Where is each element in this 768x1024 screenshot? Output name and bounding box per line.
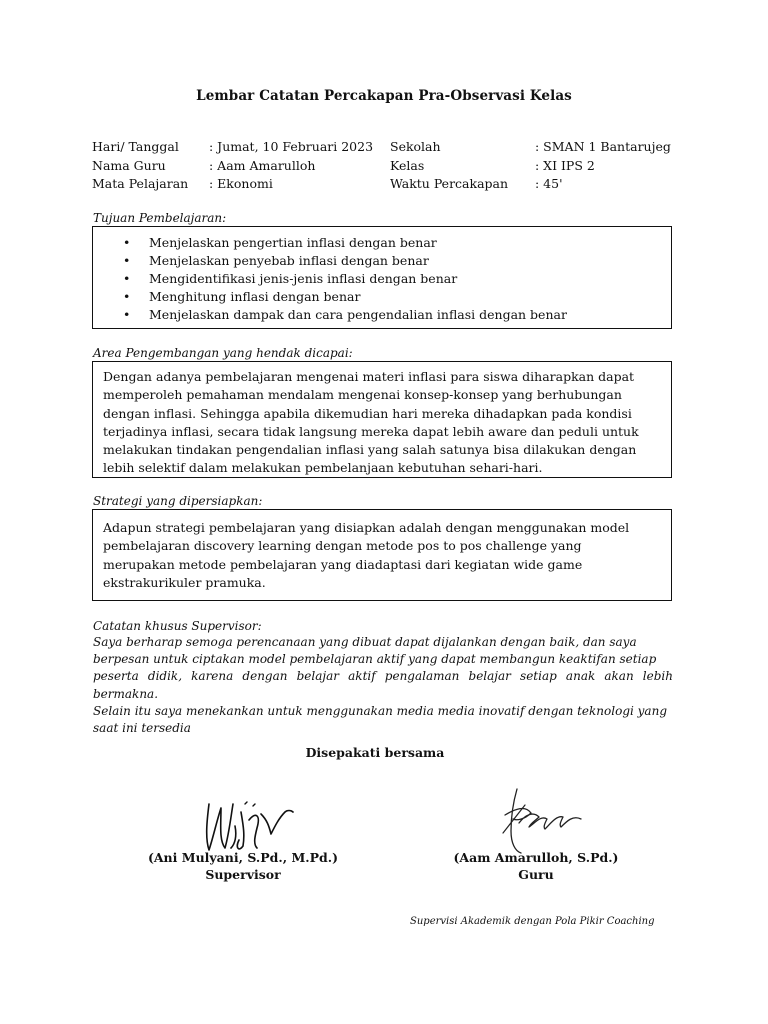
info-value: : Ekonomi — [209, 176, 273, 191]
info-value: : SMAN 1 Bantarujeg — [535, 139, 671, 154]
list-item — [123, 234, 659, 252]
strategi-text: Adapun strategi pembelajaran yang disiapkan adalah dengan menggunakan model pembelajaran discovery learning dengan metode pos to pos challenge yang merupakan metode pembelajaran yang diadaptasi dari kegiatan wide game ekstrakurikuler pramuka. — [103, 520, 630, 590]
supervisor-role: Supervisor — [205, 867, 281, 882]
info-value: : XI IPS 2 — [535, 157, 595, 173]
list-item-text: Menjelaskan pengertian inflasi dengan benar — [149, 235, 437, 250]
list-item — [123, 252, 659, 270]
bullet: • — [123, 235, 131, 250]
strategi-label: Strategi yang dipersiapkan: — [93, 494, 263, 508]
info-label: Hari/ Tanggal — [92, 139, 179, 154]
list-item — [123, 270, 659, 288]
info-row-date — [92, 139, 692, 158]
guru-role: Guru — [518, 867, 554, 882]
bullet: • — [123, 253, 131, 268]
info-label: Sekolah — [390, 139, 441, 154]
list-item-text: Menjelaskan dampak dan cara pengendalian inflasi dengan benar — [149, 307, 567, 322]
bullet: • — [123, 289, 131, 304]
info-grid — [92, 139, 692, 195]
list-item-text: Mengidentifikasi jenis-jenis inflasi dengan benar — [149, 271, 458, 286]
area-box — [92, 361, 672, 478]
info-row-teacher — [92, 158, 692, 177]
info-label: Kelas — [390, 157, 425, 173]
bullet: • — [123, 307, 131, 322]
footer-text: Supervisi Akademik dengan Pola Pikir Coaching — [410, 916, 655, 927]
list-item-text: Menghitung inflasi dengan benar — [149, 289, 361, 304]
strategi-box — [92, 509, 672, 601]
guru-signature-image — [495, 783, 595, 858]
tujuan-label: Tujuan Pembelajaran: — [93, 211, 227, 225]
info-label: Waktu Percakapan — [390, 176, 509, 191]
tujuan-box — [92, 226, 672, 329]
agreement-heading: Disepakati bersama — [305, 745, 445, 760]
guru-name: (Aam Amarulloh, S.Pd.) — [453, 850, 619, 865]
catatan-text: Saya berharap semoga perencanaan yang dibuat dapat dijalankan dengan baik, dan saya berpesan untuk ciptakan model pembelajaran aktif yang dapat membangun keaktifan setiap peserta didik, karena dengan belajar aktif pengalaman belajar setiap anak akan lebih bermakna. Selain itu saya menekankan untuk menggunakan media media inovatif dengan teknologi yang saat ini tersedia — [93, 635, 673, 736]
list-item — [123, 288, 659, 306]
info-value: : Aam Amarulloh — [209, 157, 316, 173]
area-text: Dengan adanya pembelajaran mengenai materi inflasi para siswa diharapkan dapat memperoleh pemahaman mendalam mengenai konsep-konsep yang berhubungan dengan inflasi. Sehingga apabila dikemudian hari mereka dihadapkan pada kondisi terjadinya inflasi, secara tidak langsung mereka dapat lebih aware dan peduli untuk melakukan tindakan pengendalian inflasi yang salah satunya bisa dilakukan dengan lebih selektif dalam melakukan pembelanjaan kebutuhan sehari-hari. — [103, 369, 639, 476]
catatan-label: Catatan khusus Supervisor: — [93, 619, 262, 633]
supervisor-signature — [133, 850, 353, 884]
list-item-text: Menjelaskan penyebab inflasi dengan benar — [149, 253, 429, 268]
bullet: • — [123, 271, 131, 286]
list-item — [123, 306, 659, 324]
area-label: Area Pengembangan yang hendak dicapai: — [93, 346, 353, 360]
info-row-subject — [92, 176, 692, 195]
guru-signature — [426, 850, 646, 884]
supervisor-name: (Ani Mulyani, S.Pd., M.Pd.) — [147, 850, 339, 865]
info-label: Mata Pelajaran — [92, 176, 189, 191]
info-label: Nama Guru — [92, 157, 166, 173]
info-value: : Jumat, 10 Februari 2023 — [209, 139, 374, 154]
page-title: Lembar Catatan Percakapan Pra-Observasi Kelas — [196, 88, 572, 104]
info-value: : 45' — [535, 176, 563, 191]
tujuan-list — [123, 234, 659, 324]
